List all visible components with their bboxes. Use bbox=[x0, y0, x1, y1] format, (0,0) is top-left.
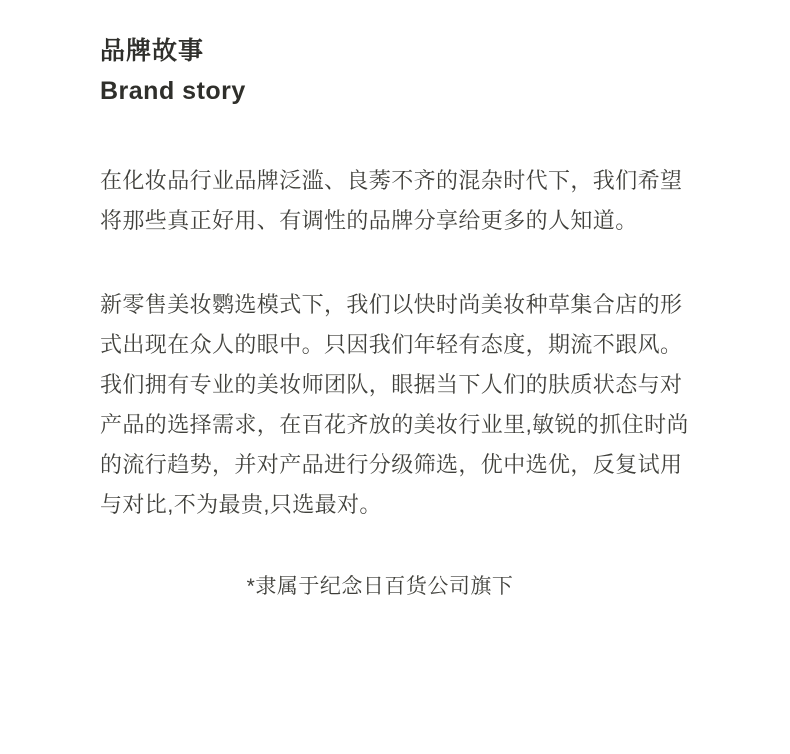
page-title-cn: 品牌故事 bbox=[100, 37, 205, 65]
footnote: *隶属于纪念日百货公司旗下 bbox=[246, 574, 514, 598]
page-title-en: Brand story bbox=[100, 77, 246, 105]
paragraph-1: 在化妆品行业品牌泛滥、良莠不齐的混杂时代下，我们希望将那些真正好用、有调性的品牌分享给更多的人知道。 bbox=[100, 168, 683, 234]
heading-block bbox=[100, 34, 690, 109]
paragraph-2: 新零售美妆鹦选模式下，我们以快时尚美妆种草集合店的形式出现在众人的眼中。只因我们年轻有态度，期流不跟风。我们拥有专业的美妆师团队，眼据当下人们的肤质状态与对产品的选择需求，在百花齐放的美妆行业里,敏锐的抓住时尚的流行趋势，并对产品进行分级筛选，优中选优，反复试用与对比,不为最贵,只选最对。 bbox=[100, 292, 689, 518]
body-block bbox=[100, 161, 690, 599]
